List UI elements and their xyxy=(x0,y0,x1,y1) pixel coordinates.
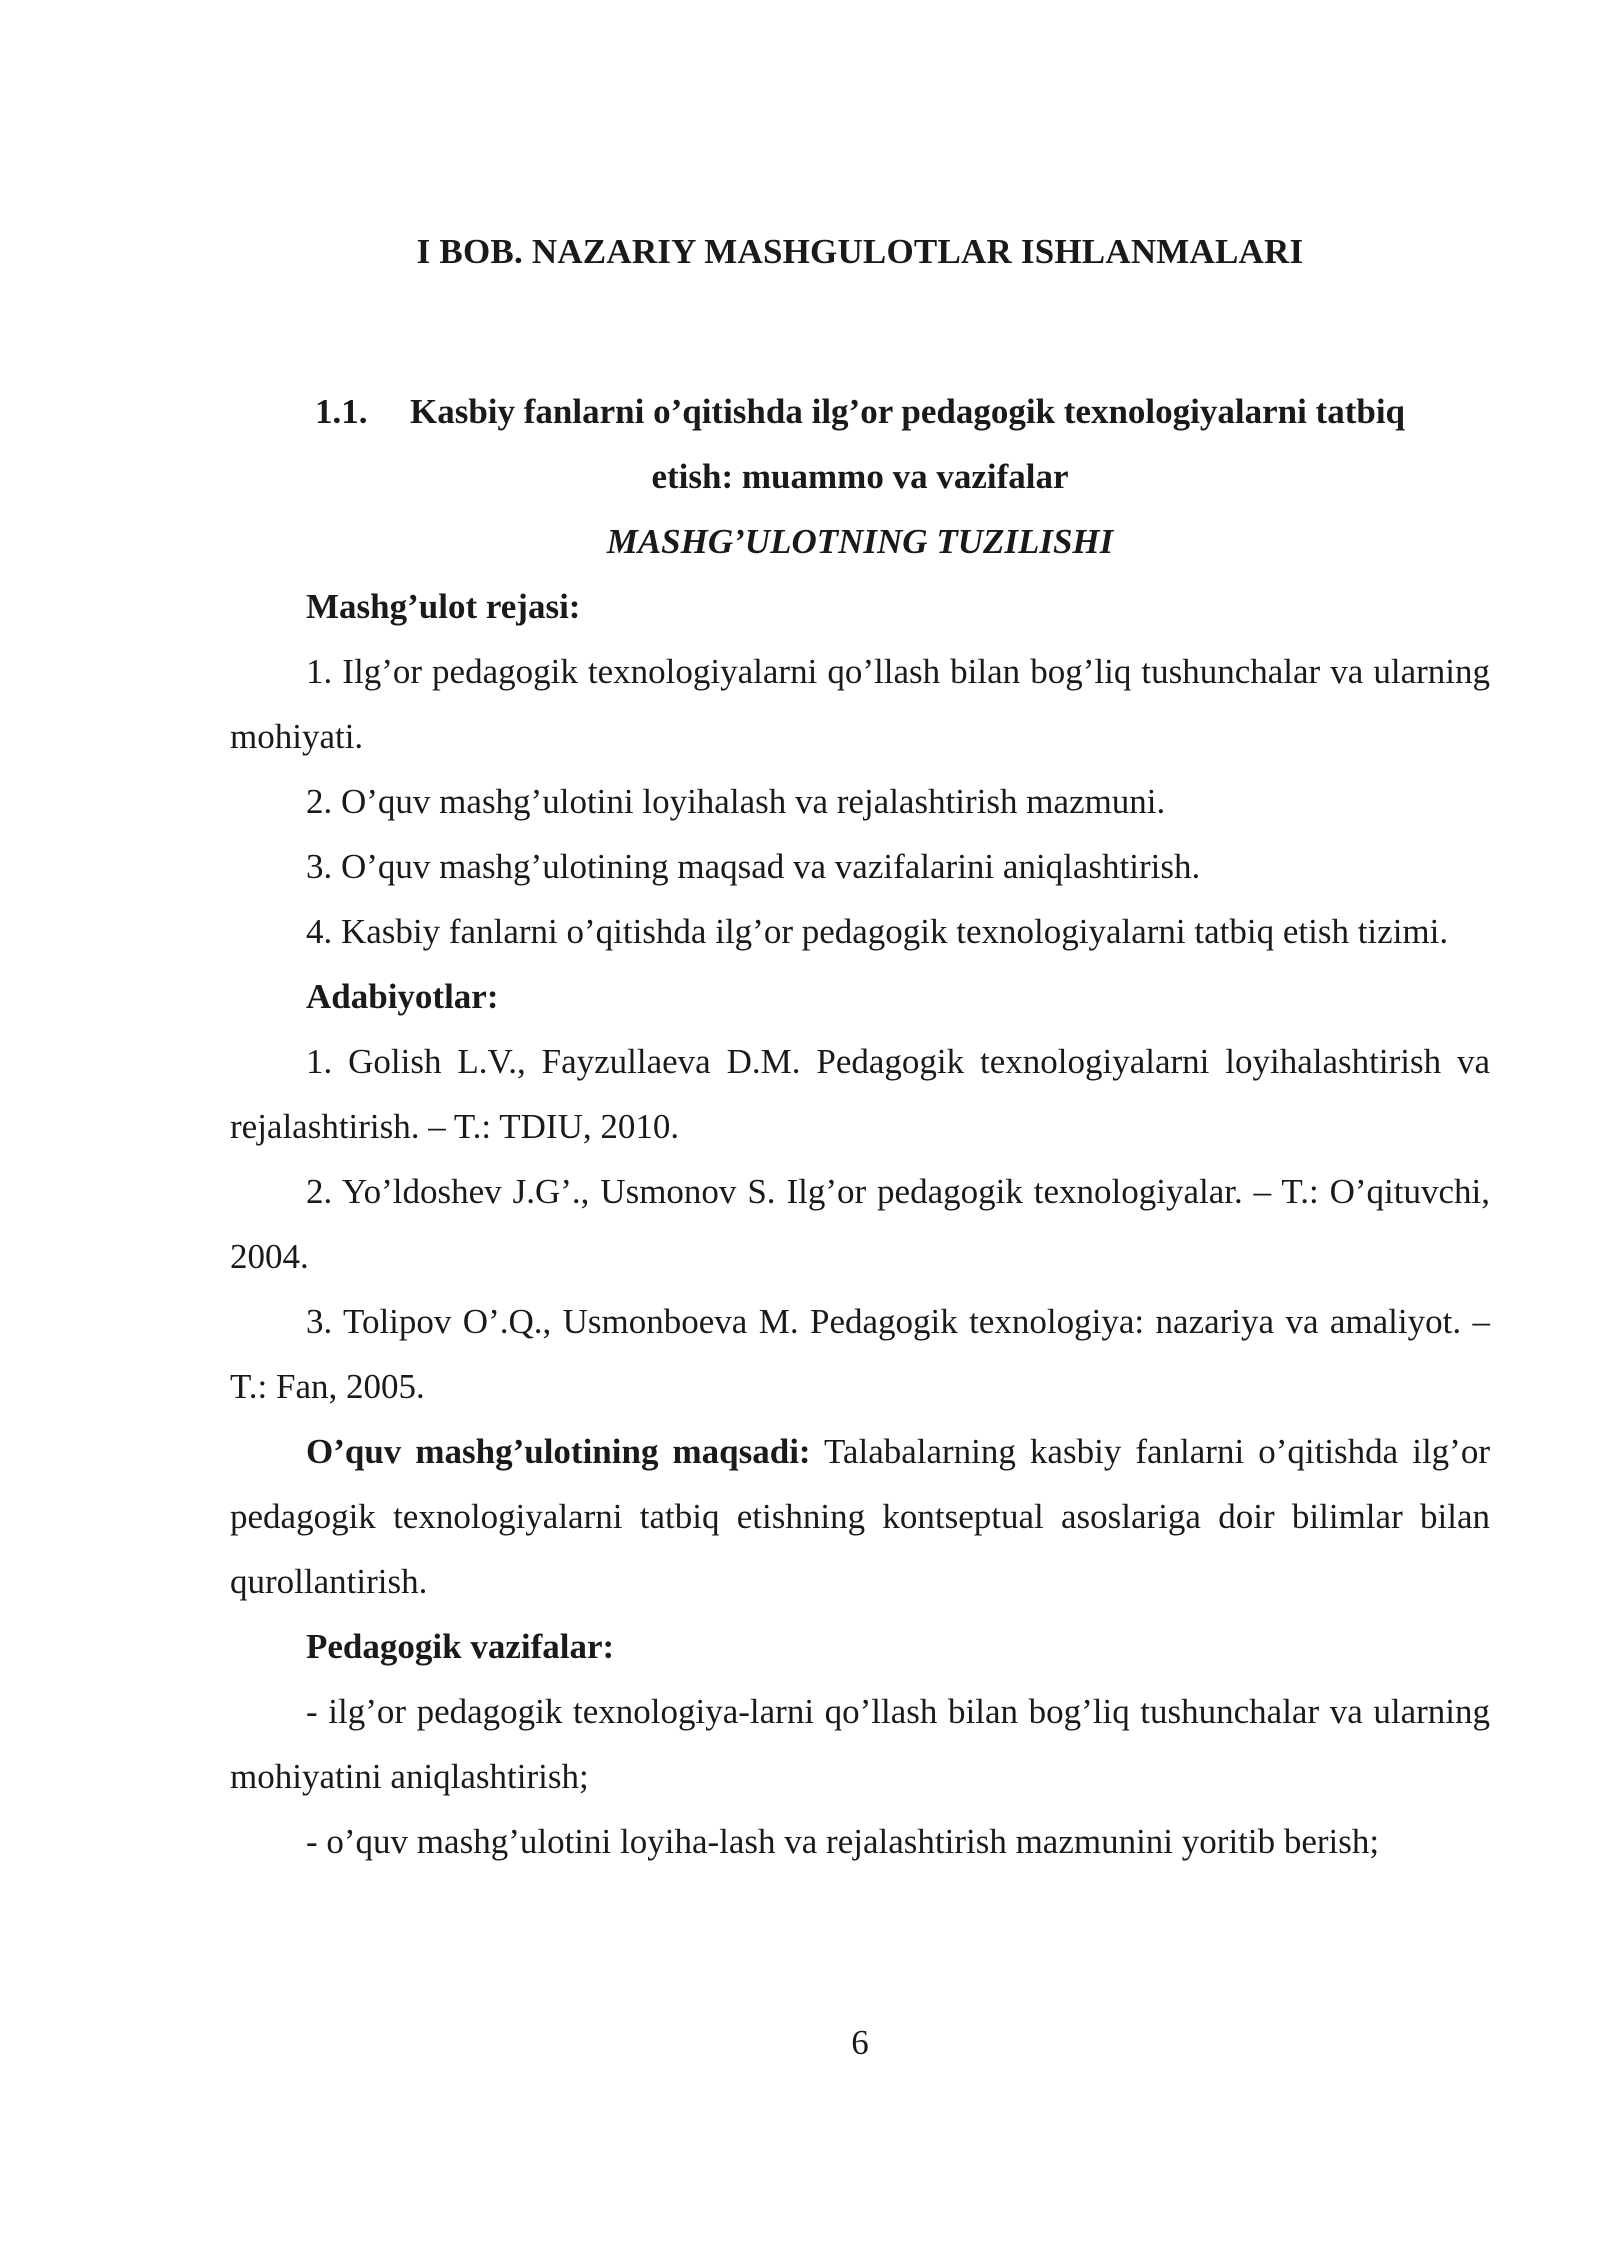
literature-item: 2. Yo’ldoshev J.G’., Usmonov S. Ilg’or pedagogik texnologiyalar. – T.: O’qituvchi, 2004. xyxy=(230,1172,1490,1276)
plan-item: 2. O’quv mashg’ulotini loyihalash va rejalashtirish mazmuni. xyxy=(306,782,1166,821)
section-title-line1: Kasbiy fanlarni o’qitishda ilg’or pedagogik texnologiyalarni tatbiq xyxy=(409,392,1406,431)
page-number: 6 xyxy=(851,2023,869,2062)
literature-item: 1. Golish L.V., Fayzullaeva D.M. Pedagogik texnologiyalarni loyihalashtirish va rejalashtirish. – T.: TDIU, 2010. xyxy=(230,1042,1490,1146)
task-item: - ilg’or pedagogik texnologiya-larni qo’llash bilan bog’liq tushunchalar va ularning mohiyatini aniqlashtirish; xyxy=(230,1692,1490,1796)
tasks-heading: Pedagogik vazifalar: xyxy=(306,1627,615,1666)
goal-paragraph xyxy=(230,1419,1490,1614)
literature-heading: Adabiyotlar: xyxy=(306,977,499,1016)
plan-item: 4. Kasbiy fanlarni o’qitishda ilg’or pedagogik texnologiyalarni tatbiq etish tizimi. xyxy=(306,912,1449,951)
section-title-line2: etish: muammo va vazifalar xyxy=(651,457,1069,496)
structure-heading: MASHG’ULOTNING TUZILISHI xyxy=(606,522,1114,561)
page-body xyxy=(230,379,1490,1874)
literature-item: 3. Tolipov O’.Q., Usmonboeva M. Pedagogik texnologiya: nazariya va amaliyot. – T.: Fan, 2005. xyxy=(230,1302,1490,1406)
document-page xyxy=(230,0,1490,2262)
plan-heading: Mashg’ulot rejasi: xyxy=(306,587,581,626)
goal-text: Talabalarning kasbiy fanlarni o’qitishda ilg’or pedagogik texnologiyalarni tatbiq etishning kontseptual asoslariga doir bilimlar bilan qurollantirish. xyxy=(230,1432,1490,1601)
task-item: - o’quv mashg’ulotini loyiha-lash va rejalashtirish mazmunini yoritib berish; xyxy=(306,1822,1380,1861)
plan-item: 1. Ilg’or pedagogik texnologiyalarni qo’llash bilan bog’liq tushunchalar va ularning mohiyati. xyxy=(230,652,1490,756)
chapter-title: I BOB. NAZARIY MASHGULOTLAR ISHLANMALARI xyxy=(416,232,1304,271)
section-heading xyxy=(230,379,1490,444)
section-number: 1.1. xyxy=(314,392,368,431)
plan-item: 3. O’quv mashg’ulotining maqsad va vazifalarini aniqlashtirish. xyxy=(306,847,1201,886)
goal-label: O’quv mashg’ulotining maqsadi: xyxy=(306,1432,811,1471)
